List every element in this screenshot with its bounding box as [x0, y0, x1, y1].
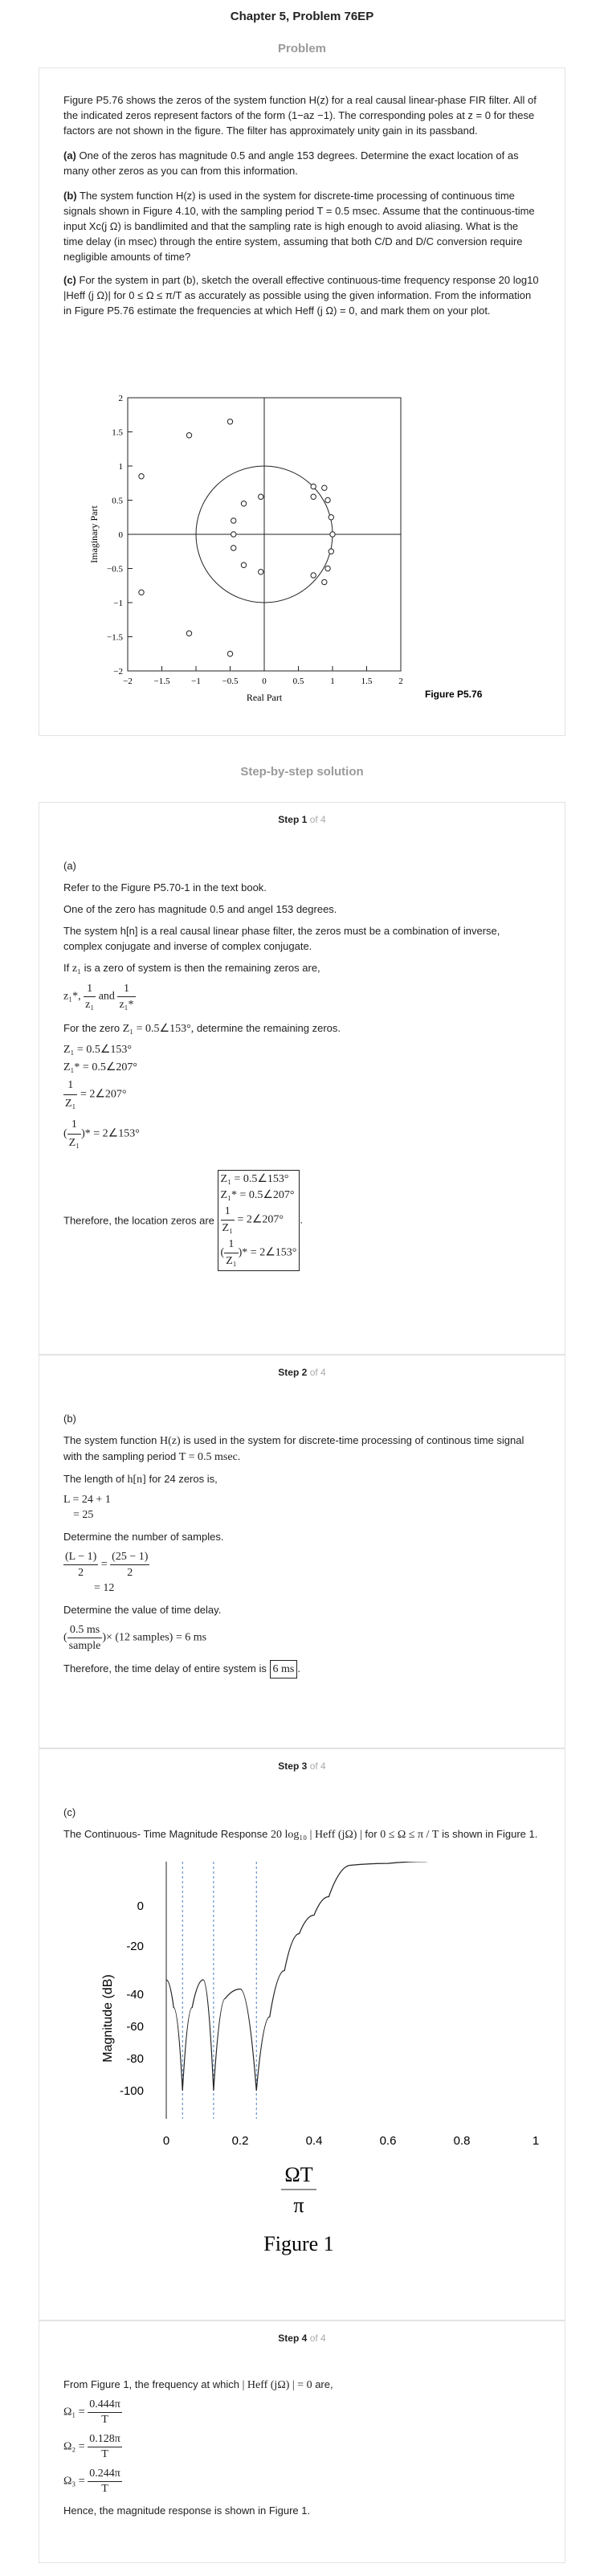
x-tick-label: −0.5 — [222, 677, 239, 686]
y-tick-label: −0.5 — [107, 564, 123, 574]
step-1-answer-box: Z₁ = 0.5∠153° Z₁* = 0.5∠207° $\frac{1}{\text{Z₁}}$ = 2∠207° ( $\frac{1}{\text{Z₁}}$ )* = 2∠153° — [218, 1170, 300, 1271]
step-3-line-1: The Continuous- Time Magnitude Response 20 log₁₀ | Heff (jΩ) | for 0 ≤ Ω ≤ π / T is shown in Figure 1. — [63, 1828, 538, 1841]
x-tick-label: 0.5 — [292, 677, 304, 686]
y-tick-label: -40 — [126, 1988, 144, 2002]
y-tick-label: -80 — [126, 2052, 144, 2066]
step-1-line-1: Refer to the Figure P5.70-1 in the text book. — [63, 881, 267, 893]
part-b-label: (b) — [63, 190, 77, 202]
step-4-line-1: From Figure 1, the frequency at which | Heff (jΩ) | = 0 are, — [63, 2378, 333, 2391]
problem-part-c — [63, 272, 541, 318]
part-b-text: The system function H(z) is used in the system for discrete-time processing of continuous time signals shown in Figure 4.10, with the sampling period T = 0.5 msec. Assume that the continuous-time input Xc(j Ω) is bandlimited and that the sampling rate is high enough to avoid aliasing. What is the time delay (in msec) through the entire system, assuming that both C/D and D/C conversion require negligible amounts of time? — [63, 190, 535, 263]
step-4-card — [39, 2320, 565, 2563]
zero-marker — [231, 546, 236, 550]
problem-intro: Figure P5.76 shows the zeros of the system function H(z) for a real causal linear-phase FIR filter. All of the indicated zeros represent factors of the form (1−az −1). The corresponding poles at z = 0 for these factors are not shown in the figure. The filter has approximately unity gain in its passband. — [63, 94, 537, 137]
y-tick-label: −1 — [113, 599, 123, 608]
step-1-part: (a) — [63, 860, 76, 872]
zero-marker — [311, 573, 316, 578]
zero-marker — [231, 518, 236, 523]
figure-1-caption: Figure 1 — [263, 2232, 334, 2255]
zero-marker — [325, 566, 330, 570]
y-tick-label: -60 — [126, 2020, 144, 2034]
zero-marker — [329, 515, 333, 520]
y-tick-label: −1.5 — [107, 632, 123, 643]
x-tick-label: 2 — [398, 677, 403, 686]
part-c-label: (c) — [63, 274, 76, 286]
y-tick-label: 0 — [118, 530, 123, 540]
y-tick-label: −2 — [113, 667, 123, 677]
x-tick-label: −2 — [123, 677, 133, 686]
zero-marker — [241, 562, 246, 567]
x-tick-label: −1 — [191, 677, 201, 686]
y-tick-label: 1 — [118, 462, 123, 472]
x-tick-label: 1 — [330, 677, 335, 686]
problem-part-a — [63, 148, 541, 178]
figure-caption: Figure P5.76 — [425, 689, 483, 700]
zero-marker — [330, 532, 335, 537]
zero-marker — [241, 501, 246, 506]
zero-marker — [259, 494, 263, 499]
x-axis-title-num: ΩT — [284, 2163, 313, 2186]
y-tick-label: 1.5 — [112, 427, 123, 438]
step-3-card — [39, 1748, 565, 2320]
zero-marker — [311, 494, 316, 499]
zero-marker — [329, 549, 333, 554]
x-tick-label: −1.5 — [153, 677, 170, 686]
step-1-line-3: The system h[n] is a real causal linear phase filter, the zeros must be a combination of inverse, complex conjugate and inverse of complex conjugate. — [63, 925, 500, 952]
problem-part-b — [63, 188, 541, 264]
step-1-line-5: For the zero Z₁ = 0.5∠153°, determine the remaining zeros. — [63, 1022, 341, 1035]
y-axis-title: Magnitude (dB) — [101, 1974, 115, 2063]
zero-marker — [139, 474, 144, 479]
y-tick-label: 0.5 — [112, 496, 123, 506]
step-3-part: (c) — [63, 1806, 76, 1818]
step-1-zero-set: z₁*, $\frac{1}{\text{z₁}}$ and $\frac{1}{\text{z₁*}}$ — [63, 983, 134, 1011]
zero-marker — [259, 570, 263, 574]
x-axis-title-den: π — [293, 2194, 304, 2217]
zero-marker — [186, 631, 191, 636]
step-4-header: Step 4 of 4 — [278, 2333, 326, 2344]
step-4-line-2: Hence, the magnitude response is shown in Figure 1. — [63, 2504, 311, 2517]
x-tick-label: 0.6 — [379, 2134, 397, 2148]
zero-plot — [63, 394, 513, 715]
solution-section-label: Step-by-step solution — [240, 765, 364, 779]
step-2-eq-delay: ( $\frac{0.5 ms}{\text{sample}}$ )× (12 samples) = 6 ms — [63, 1624, 207, 1652]
zero-marker — [325, 497, 330, 502]
step-1-header: Step 1 of 4 — [278, 814, 326, 825]
zero-marker — [322, 485, 327, 490]
x-tick-label: 0 — [162, 2134, 170, 2148]
step-2-line-3: Determine the number of samples. — [63, 1531, 224, 1543]
step-2-line-1: The system function H(z) is used in the system for discrete-time processing of continous time signal with the sampling period T = 0.5 msec. — [63, 1434, 524, 1463]
step-2-line-4: Determine the value of time delay. — [63, 1604, 222, 1616]
zero-marker — [322, 579, 327, 584]
y-tick-label: -100 — [119, 2084, 144, 2098]
step-1-line-2: One of the zero has magnitude 0.5 and angel 153 degrees. — [63, 903, 337, 915]
zero-marker — [311, 484, 316, 489]
x-tick-label: 0.8 — [453, 2134, 471, 2148]
part-c-text: For the system in part (b), sketch the overall effective continuous-time frequency response 20 log10 |Heff (j Ω)| for 0 ≤ Ω ≤ π/T as accurately as possible using the given information. From the information in Figure P5.76 estimate the frequencies at which Heff (j Ω) = 0, and mark them on your plot. — [63, 274, 539, 317]
step-2-header: Step 2 of 4 — [278, 1367, 326, 1378]
y-axis-title: Imaginary Part — [88, 505, 100, 563]
x-tick-label: 1.5 — [361, 677, 373, 686]
zero-marker — [227, 419, 232, 424]
x-tick-label: 0.2 — [231, 2134, 249, 2148]
step-1-answer: Therefore, the location zeros are Z₁ = 0.5∠153° Z₁* = 0.5∠207° $\frac{1}{\text{Z₁}}$ = 2∠207° ( $\frac{1}{\text{Z₁}}$ )* = 2∠153° . — [63, 1170, 541, 1271]
x-tick-label: 0 — [262, 677, 267, 686]
step-2-card — [39, 1355, 565, 1748]
y-tick-label: 0 — [137, 1899, 144, 1913]
y-tick-label: -20 — [126, 1940, 144, 1953]
step-1-card — [39, 802, 565, 1355]
step-2-answer: Therefore, the time delay of entire system is 6 ms . — [63, 1660, 541, 1678]
magnitude-plot — [54, 1862, 552, 2312]
page-title: Chapter 5, Problem 76EP — [230, 10, 374, 23]
x-tick-label: 1 — [532, 2134, 540, 2148]
step-2-eq-samples: $\frac{(L - 1)}{2}$ = $\frac{(25 - 1)}{2}$ = 12 — [65, 1551, 149, 1594]
step-2-eq-length: L = 24 + 1 = 25 — [63, 1494, 111, 1521]
zero-marker — [231, 532, 236, 537]
step-2-answer-box: 6 ms — [270, 1660, 298, 1678]
zero-marker — [186, 433, 191, 438]
part-a-label: (a) — [63, 149, 76, 162]
zero-marker — [227, 652, 232, 656]
y-tick-label: 2 — [118, 394, 123, 403]
step-3-header: Step 3 of 4 — [278, 1760, 326, 1772]
problem-section-label: Problem — [277, 42, 326, 55]
x-axis-title: Real Part — [246, 692, 283, 703]
step-1-equations: Z₁ = 0.5∠153° Z₁* = 0.5∠207° $\frac{1}{\text{Z₁}}$ = 2∠207° ( $\frac{1}{\text{Z₁}}$ )* = 2∠153° — [63, 1044, 140, 1149]
step-4-frequencies: Ω₁ = $\frac{0.444\pi}{T}$ Ω₂ = $\frac{0.128\pi}{T}$ Ω₃ = $\frac{0.244\pi}{T}$ — [63, 2398, 120, 2495]
part-a-text: One of the zeros has magnitude 0.5 and angle 153 degrees. Determine the exact location of as many other zeros as you can from this information. — [63, 149, 519, 177]
step-2-line-2: The length of h[n] for 24 zeros is, — [63, 1473, 218, 1486]
x-tick-label: 0.4 — [305, 2134, 323, 2148]
step-1-line-4: If z₁ is a zero of system is then the remaining zeros are, — [63, 962, 320, 975]
zero-marker — [139, 590, 144, 595]
problem-card — [39, 67, 565, 736]
step-2-part: (b) — [63, 1413, 76, 1425]
